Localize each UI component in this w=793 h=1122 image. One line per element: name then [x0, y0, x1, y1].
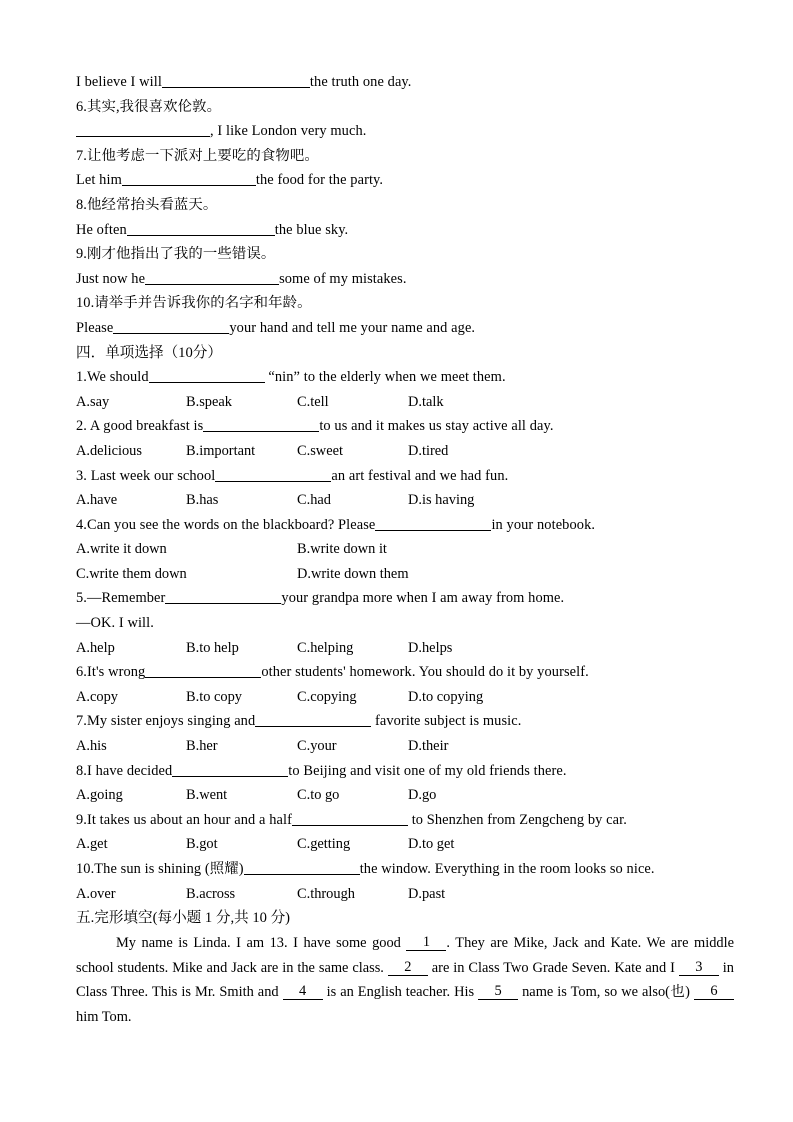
- option-a[interactable]: A.copy: [76, 688, 118, 705]
- section-five-heading: 五.完形填空(每小题 1 分,共 10 分): [76, 910, 291, 927]
- sentence-suffix: , I like London very much.: [210, 123, 367, 140]
- option-c[interactable]: C.tell: [297, 393, 329, 410]
- translation-item-8-english: [76, 218, 735, 243]
- option-c[interactable]: C.through: [297, 885, 355, 902]
- sentence-prefix: Just now he: [76, 270, 146, 287]
- fill-in-blank[interactable]: [172, 763, 288, 777]
- passage-text-5: is an English teacher. His: [322, 984, 479, 1001]
- cloze-blank-1[interactable]: 1: [406, 935, 446, 951]
- question-6-stem: [76, 660, 735, 685]
- option-a[interactable]: A.delicious: [76, 442, 142, 459]
- fill-in-blank[interactable]: [149, 369, 265, 383]
- question-5-options: [76, 636, 735, 661]
- sentence-suffix: the truth one day.: [309, 74, 412, 90]
- option-a[interactable]: A.his: [76, 738, 107, 755]
- question-8-options: [76, 783, 735, 808]
- question-7-options: [76, 734, 735, 759]
- stem-prefix: 5.—Remember: [76, 590, 166, 607]
- section-four-heading: 四．单项选择（10分）: [76, 344, 222, 361]
- option-c[interactable]: C.getting: [297, 836, 351, 853]
- question-1-options: [76, 390, 735, 415]
- stem-suffix: other students' homework. You should do it by yourself.: [261, 664, 589, 681]
- passage-text-2: . They are Mike, Jack and Kate. We are middle school students. Mike and Jack are in the same class.: [76, 934, 734, 976]
- fill-in-blank[interactable]: [215, 468, 331, 482]
- option-b[interactable]: B.her: [186, 738, 218, 755]
- question-3-stem: [76, 464, 735, 489]
- stem-suffix: to Shenzhen from Zengcheng by car.: [408, 811, 627, 828]
- option-a[interactable]: A.have: [76, 492, 118, 509]
- stem-prefix: 6.It's wrong: [76, 664, 146, 681]
- translation-item-9-english: [76, 267, 735, 292]
- option-b[interactable]: B.got: [186, 836, 218, 853]
- fill-in-blank[interactable]: [375, 517, 491, 531]
- stem-suffix: favorite subject is music.: [371, 713, 522, 730]
- fill-in-blank[interactable]: [145, 664, 261, 678]
- option-d[interactable]: D.go: [408, 787, 437, 804]
- option-a[interactable]: A.write it down: [76, 541, 167, 558]
- translation-item-10-chinese: 10.请举手并告诉我你的名字和年龄。: [76, 295, 312, 312]
- option-d[interactable]: D.to get: [408, 836, 455, 853]
- option-b[interactable]: B.across: [186, 885, 236, 902]
- cloze-blank-5[interactable]: 5: [478, 984, 518, 1000]
- question-4-stem: [76, 513, 735, 538]
- stem-suffix: in your notebook.: [491, 516, 596, 533]
- option-a[interactable]: A.going: [76, 787, 123, 804]
- option-d[interactable]: D.helps: [408, 639, 453, 656]
- question-7-stem: [76, 709, 735, 734]
- stem-prefix: 9.It takes us about an hour and a half: [76, 811, 292, 828]
- option-d[interactable]: D.is having: [408, 492, 475, 509]
- fill-in-blank[interactable]: [165, 590, 281, 604]
- sentence-suffix: the food for the party.: [255, 172, 384, 189]
- question-5-stem-reply: —OK. I will.: [76, 615, 154, 632]
- option-c[interactable]: C.write them down: [76, 565, 187, 582]
- stem-suffix: “nin” to the elderly when we meet them.: [264, 369, 506, 386]
- sentence-suffix: the blue sky.: [274, 221, 349, 238]
- question-4-options-row-2: [76, 562, 735, 587]
- fill-in-blank[interactable]: [113, 320, 229, 334]
- stem-suffix: to us and it makes us stay active all day.: [319, 418, 554, 435]
- question-8-stem: [76, 759, 735, 784]
- question-10-stem: [76, 857, 735, 882]
- option-c[interactable]: C.helping: [297, 639, 354, 656]
- passage-text-3: are in Class Two Grade Seven. Kate and I: [427, 959, 679, 976]
- translation-item-9-chinese: 9.刚才他指出了我的一些错误。: [76, 246, 276, 263]
- translation-item-7-english: [76, 168, 735, 193]
- question-4-options-row-1: [76, 537, 735, 562]
- question-3-options: [76, 488, 735, 513]
- cloze-blank-4[interactable]: 4: [283, 984, 323, 1000]
- fill-in-blank[interactable]: [292, 812, 408, 826]
- sentence-prefix: Please: [76, 319, 114, 336]
- cloze-passage: [76, 931, 734, 1030]
- fill-in-blank[interactable]: [203, 418, 319, 432]
- translation-item-10-english: [76, 316, 735, 341]
- option-c[interactable]: C.had: [297, 492, 331, 509]
- question-1-stem: [76, 365, 735, 390]
- option-c[interactable]: C.your: [297, 738, 337, 755]
- passage-text-1: My name is Linda. I am 13. I have some good: [116, 934, 407, 951]
- sentence-prefix: Let him: [76, 172, 122, 189]
- translation-item-8-chinese: 8.他经常抬头看蓝天。: [76, 196, 218, 213]
- cloze-blank-3[interactable]: 3: [679, 960, 719, 976]
- option-b[interactable]: B.went: [186, 787, 228, 804]
- sentence-prefix: I believe I will: [76, 74, 162, 90]
- stem-prefix: 1.We should: [76, 369, 149, 386]
- option-b[interactable]: B.to copy: [186, 688, 242, 705]
- stem-prefix: 2. A good breakfast is: [76, 418, 204, 435]
- sentence-prefix: He often: [76, 221, 127, 238]
- question-5-stem: [76, 586, 735, 611]
- translation-item-7-chinese: 7.让他考虑一下派对上要吃的食物吧。: [76, 147, 319, 164]
- fill-in-blank[interactable]: [255, 713, 371, 727]
- passage-text-7: him Tom.: [76, 1009, 132, 1026]
- cloze-blank-6[interactable]: 6: [694, 984, 734, 1000]
- option-a[interactable]: A.get: [76, 836, 108, 853]
- translation-item-answer-line: [76, 70, 735, 95]
- passage-text-6: name is Tom, so we also(也): [518, 984, 694, 1001]
- option-b[interactable]: B.speak: [186, 393, 232, 410]
- translation-item-6-english: [76, 119, 735, 144]
- question-9-stem: [76, 808, 735, 833]
- question-6-options: [76, 685, 735, 710]
- question-2-stem: [76, 414, 735, 439]
- question-9-options: [76, 832, 735, 857]
- fill-in-blank[interactable]: [122, 172, 256, 186]
- fill-in-blank[interactable]: [145, 271, 279, 285]
- option-d[interactable]: D.to copying: [408, 688, 484, 705]
- question-2-options: [76, 439, 735, 464]
- fill-in-blank[interactable]: [76, 123, 210, 137]
- option-d[interactable]: D.their: [408, 738, 449, 755]
- stem-suffix: an art festival and we had fun.: [331, 467, 509, 484]
- option-c[interactable]: C.to go: [297, 787, 340, 804]
- stem-prefix: 10.The sun is shining (照耀): [76, 861, 244, 877]
- cloze-blank-2[interactable]: 2: [388, 960, 428, 976]
- option-d[interactable]: D.write down them: [297, 565, 409, 582]
- option-d[interactable]: D.talk: [408, 393, 444, 410]
- passage-text-4: in Class Three. This is Mr. Smith and: [76, 959, 734, 1001]
- translation-item-6-chinese: 6.其实,我很喜欢伦敦。: [76, 98, 222, 115]
- option-b[interactable]: B.important: [186, 442, 256, 459]
- stem-prefix: 7.My sister enjoys singing and: [76, 713, 256, 730]
- option-b[interactable]: B.write down it: [297, 541, 387, 558]
- fill-in-blank[interactable]: [127, 222, 275, 236]
- stem-prefix: 8.I have decided: [76, 762, 173, 779]
- option-c[interactable]: C.copying: [297, 688, 357, 705]
- sentence-suffix: your hand and tell me your name and age.: [229, 319, 476, 336]
- option-a[interactable]: A.say: [76, 393, 110, 410]
- option-d[interactable]: D.past: [408, 885, 446, 902]
- fill-in-blank[interactable]: [162, 74, 310, 88]
- stem-prefix: 4.Can you see the words on the blackboard? Please: [76, 516, 376, 533]
- option-d[interactable]: D.tired: [408, 442, 449, 459]
- option-c[interactable]: C.sweet: [297, 442, 343, 459]
- option-b[interactable]: B.to help: [186, 639, 239, 656]
- stem-suffix: to Beijing and visit one of my old friends there.: [288, 762, 567, 779]
- stem-prefix: 3. Last week our school: [76, 467, 216, 484]
- fill-in-blank[interactable]: [244, 861, 360, 875]
- sentence-suffix: some of my mistakes.: [279, 270, 407, 287]
- option-a[interactable]: A.over: [76, 885, 116, 902]
- option-a[interactable]: A.help: [76, 639, 115, 656]
- stem-suffix: your grandpa more when I am away from home.: [281, 590, 565, 607]
- question-10-options: [76, 882, 735, 907]
- stem-suffix: the window. Everything in the room looks so nice.: [359, 861, 655, 877]
- option-b[interactable]: B.has: [186, 492, 219, 509]
